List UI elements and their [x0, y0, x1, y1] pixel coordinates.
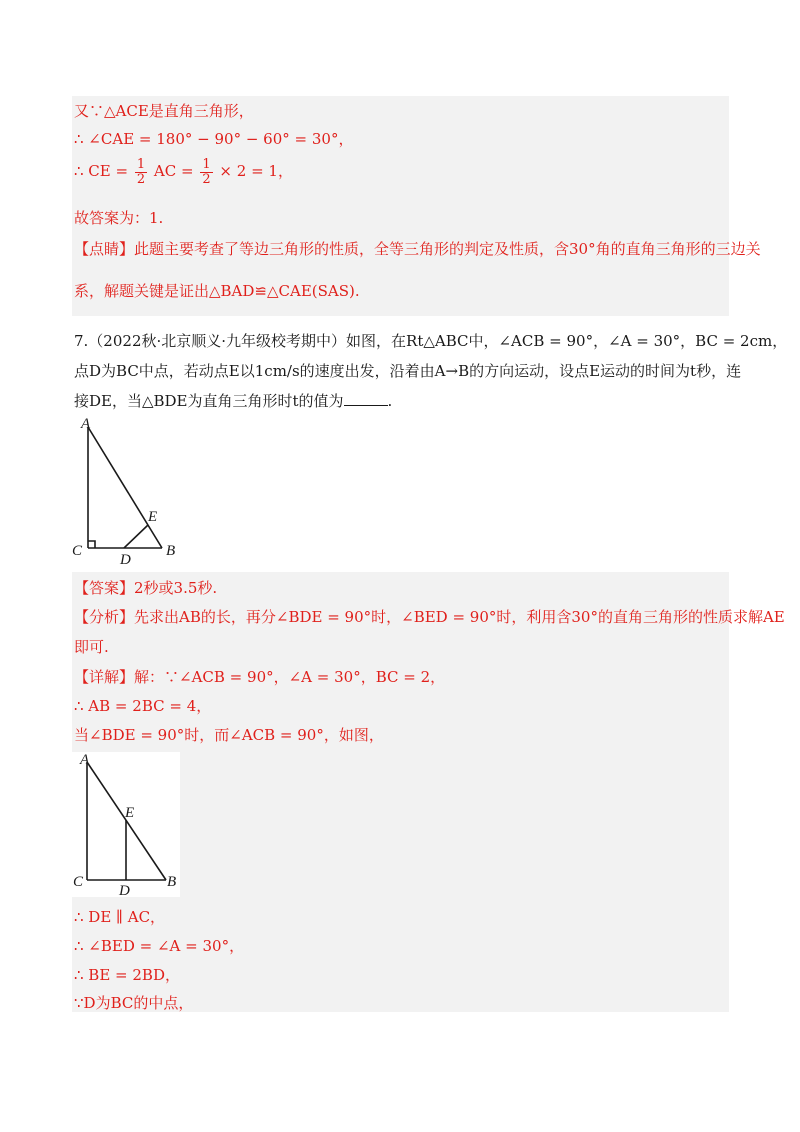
- step-line-5: ∴ BE = 2BD，: [74, 966, 180, 984]
- step-line-4: ∴ ∠BED = ∠A = 30°，: [74, 937, 245, 955]
- step-line-3: ∴ DE ∥ AC，: [74, 908, 166, 926]
- answer-label: 【答案】: [74, 579, 135, 597]
- step-line-6: ∵D为BC的中点，: [74, 994, 194, 1012]
- question-line-3: 接DE，当△BDE为直角三角形时t的值为 .: [74, 392, 393, 410]
- solution-line-1: 又∵△ACE是直角三角形，: [74, 102, 254, 120]
- detail-label: 【详解】: [74, 668, 135, 686]
- step-line-1: ∴ AB = 2BC = 4，: [74, 697, 212, 715]
- fig1-label-D: D: [120, 552, 131, 565]
- answer-text-line: 【答案】2秒或3.5秒.: [74, 579, 218, 597]
- analysis-line-1: 【分析】先求出AB的长，再分∠BDE = 90°时，∠BED = 90°时，利用含30°的直角三角形的性质求解AE: [74, 608, 785, 626]
- fig2-label-B: B: [167, 874, 177, 890]
- step-line-2: 当∠BDE = 90°时，而∠ACB = 90°，如图，: [74, 726, 384, 744]
- fig2-label-C: C: [73, 874, 84, 890]
- analysis-label: 【分析】: [74, 608, 135, 626]
- dianjing-line-1: 【点睛】此题主要考查了等边三角形的性质，全等三角形的判定及性质，含30°角的直角三角形的三边关: [74, 240, 761, 258]
- fig1-label-A: A: [81, 416, 91, 432]
- solution-line-3: ∴ CE = $\frac{1}{2}$ AC = $\frac{1}{2}$ × 2 = 1，: [74, 157, 293, 187]
- answer-line: 故答案为：1.: [74, 209, 164, 227]
- question-line-1: 7.（2022秋·北京顺义·九年级校考期中）如图，在Rt△ABC中，∠ACB = 90°，∠A = 30°，BC = 2cm，: [74, 332, 788, 350]
- figure-triangle-1: [68, 415, 188, 565]
- analysis-line-2: 即可.: [74, 638, 109, 656]
- dianjing-label: 【点睛】: [74, 240, 135, 258]
- fig1-label-E: E: [148, 509, 158, 525]
- solution-line-2: ∴ ∠CAE = 180° − 90° − 60° = 30°，: [74, 130, 354, 148]
- figure-triangle-2: [72, 752, 180, 897]
- fig1-label-C: C: [72, 543, 83, 559]
- detail-line-1: 【详解】解：∵∠ACB = 90°，∠A = 30°，BC = 2，: [74, 668, 446, 686]
- answer-blank: [344, 391, 388, 406]
- question-line-2: 点D为BC中点，若动点E以1cm/s的速度出发，沿着由A→B的方向运动，设点E运动的时间为t秒，连: [74, 362, 742, 380]
- fig2-label-E: E: [125, 805, 135, 821]
- fig2-label-D: D: [119, 883, 130, 897]
- dianjing-line-2: 系，解题关键是证出△BAD≌△CAE(SAS).: [74, 282, 360, 300]
- fig2-label-A: A: [80, 752, 90, 768]
- fig1-label-B: B: [166, 543, 176, 559]
